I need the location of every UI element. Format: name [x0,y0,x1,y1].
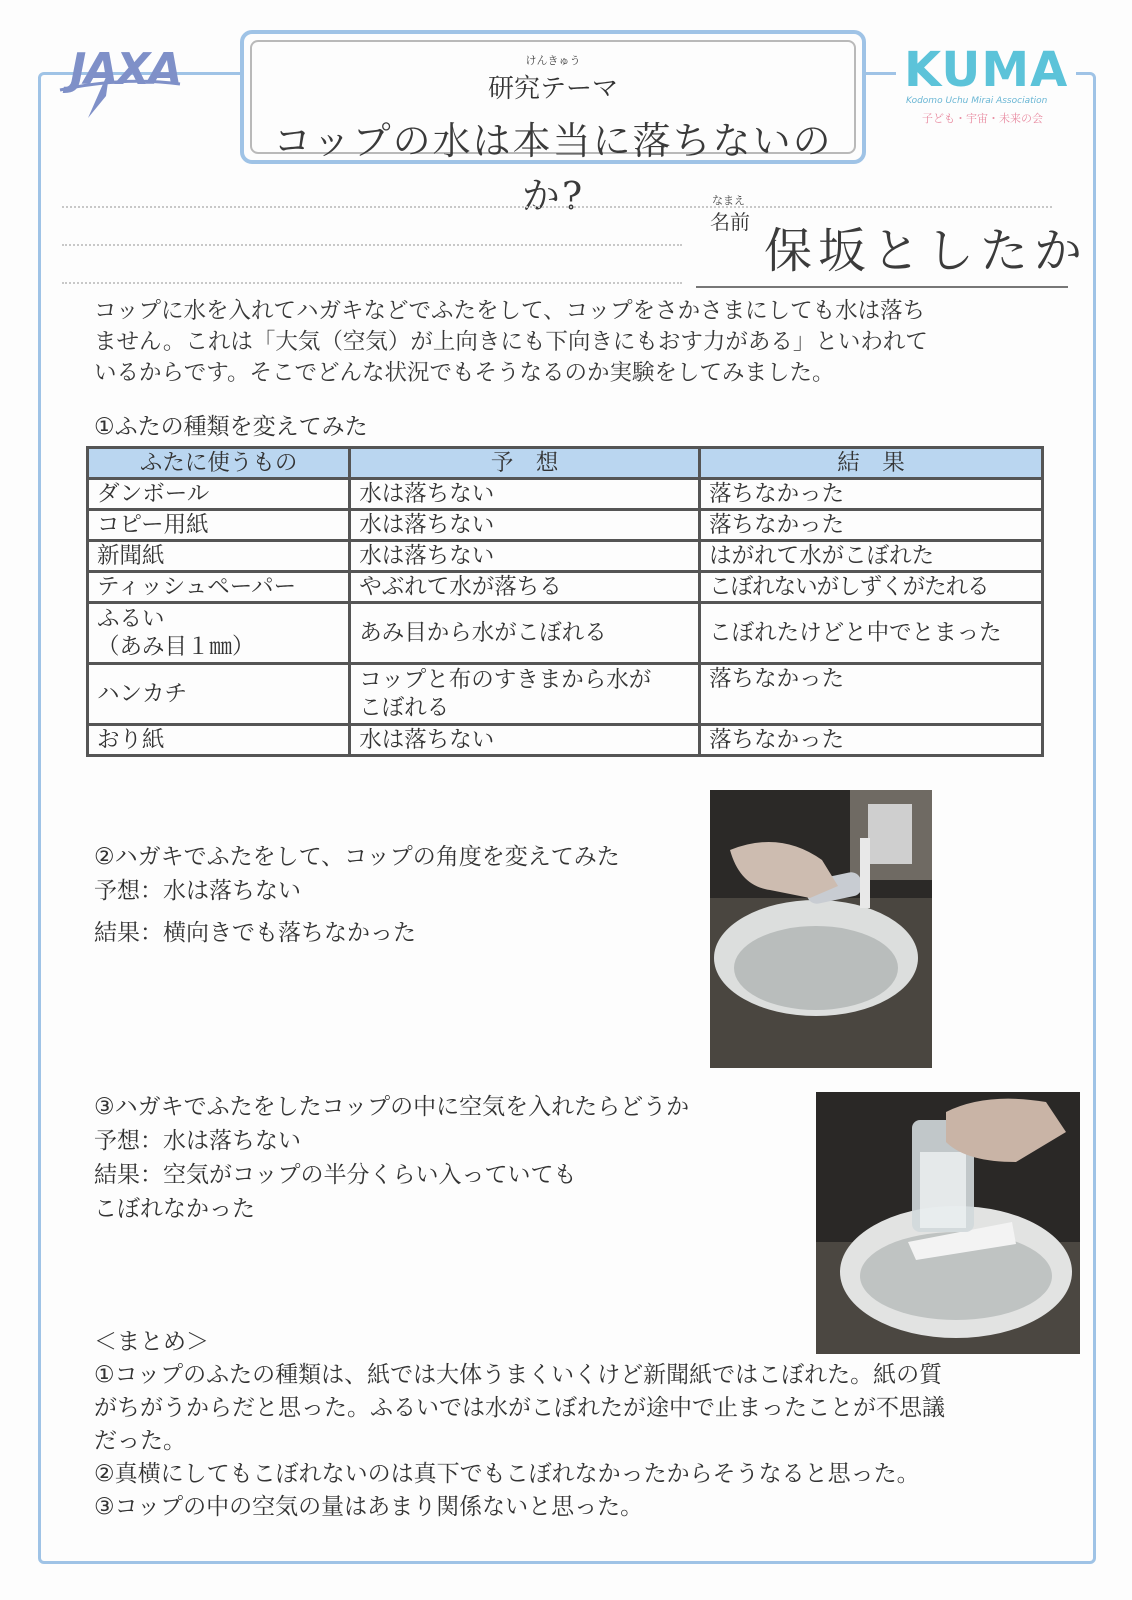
summary-section [94,1326,1044,1524]
intro-paragraph [94,296,1044,389]
name-value: 保坂としたか [764,223,1089,279]
section3-result: 結果：空気がコップの半分くらい入っていても [94,1162,577,1188]
table-cell: ティッシュペーパー [88,572,350,603]
table-row [88,664,1043,725]
theme-ruby: けんきゅう [525,54,581,67]
table-cell: ハンカチ [88,664,350,725]
name-ruby: なまえ [712,194,745,207]
summary-line: がちがうからだと思った。ふるいでは水がこぼれたが途中で止まったことが不思議 [94,1395,945,1421]
table-cell: 落ちなかった [700,725,1043,756]
summary-line: ①コップのふたの種類は、紙では大体うまくいくけど新聞紙ではこぼれた。紙の質 [94,1362,943,1388]
dotted-guide [62,282,682,284]
table-cell: ダンボール [88,479,350,510]
summary-line: ③コップの中の空気の量はあまり関係ないと思った。 [94,1494,644,1520]
summary-line: ②真横にしてもこぼれないのは真下でもこぼれなかったからそうなると思った。 [94,1461,920,1487]
dotted-guide [62,206,1052,208]
theme-title: コップの水は本当に落ちないのか? [273,119,833,218]
table-cell: はがれて水がこぼれた [700,541,1043,572]
kuma-logo-subtitle-en: Kodomo Uchu Mirai Association [906,96,1048,106]
table-cell: 水は落ちない [350,479,700,510]
intro-line: いるからです。そこでどんな状況でもそうなるのか実験をしてみました。 [94,360,835,386]
section2-heading: ②ハガキでふたをして、コップの角度を変えてみた [94,844,620,870]
name-underline [696,286,1068,288]
column-header: ふたに使うもの [88,448,350,479]
kuma-logo-text: KUMA [904,42,1069,98]
summary-heading: ＜まとめ＞ [94,1329,209,1355]
section3-result-continued: こぼれなかった [94,1196,255,1222]
theme-label: 研究テーマ [487,74,618,104]
table-cell: ふるい （あみ目１㎜） [88,603,350,664]
kuma-logo-subtitle-ja: 子ども・宇宙・未来の会 [922,112,1043,125]
table-row [88,603,1043,664]
section1-heading: ①ふたの種類を変えてみた [94,414,368,440]
intro-line: ません。これは「大気（空気）が上向きにも下向きにもおす力がある」といわれて [94,329,928,355]
kuma-logo [896,44,1076,134]
experiment-photo-angle [710,790,932,1068]
table-cell: 水は落ちない [350,725,700,756]
table-header-row [88,448,1043,479]
table-cell: やぶれて水が落ちる [350,572,700,603]
table-cell: こぼれたけどと中でとまった [700,603,1043,664]
section2-prediction: 予想：水は落ちない [94,878,301,904]
intro-line: コップに水を入れてハガキなどでふたをして、コップをさかさまにしても水は落ち [94,298,926,324]
lid-results-table [86,446,1044,757]
table-cell: 水は落ちない [350,510,700,541]
table-cell: コピー用紙 [88,510,350,541]
table-cell: 水は落ちない [350,541,700,572]
table-row [88,541,1043,572]
table-row [88,479,1043,510]
table-cell: 落ちなかった [700,479,1043,510]
section2-result: 結果：横向きでも落ちなかった [94,920,416,946]
table-cell: こぼれないがしずくがたれる [700,572,1043,603]
jaxa-logo-text: JAXA [70,44,181,95]
section3-prediction: 予想：水は落ちない [94,1128,301,1154]
section3 [94,1090,689,1226]
section3-heading: ③ハガキでふたをしたコップの中に空気を入れたらどうか [94,1094,690,1120]
dotted-guide [62,244,682,246]
name-label: 名前 [710,210,750,234]
column-header: 結 果 [700,448,1043,479]
jaxa-logo [58,38,208,128]
table-cell: 落ちなかった [700,510,1043,541]
table-cell: コップと布のすきまから水が こぼれる [350,664,700,725]
summary-line: だった。 [94,1428,186,1454]
table-cell: あみ目から水がこぼれる [350,603,700,664]
table-row [88,572,1043,603]
table-cell: おり紙 [88,725,350,756]
section2 [94,840,620,950]
column-header: 予 想 [350,448,700,479]
table-row [88,510,1043,541]
table-row [88,725,1043,756]
table-cell: 落ちなかった [700,664,1043,725]
table-cell: 新聞紙 [88,541,350,572]
experiment-photo-air [816,1092,1080,1354]
